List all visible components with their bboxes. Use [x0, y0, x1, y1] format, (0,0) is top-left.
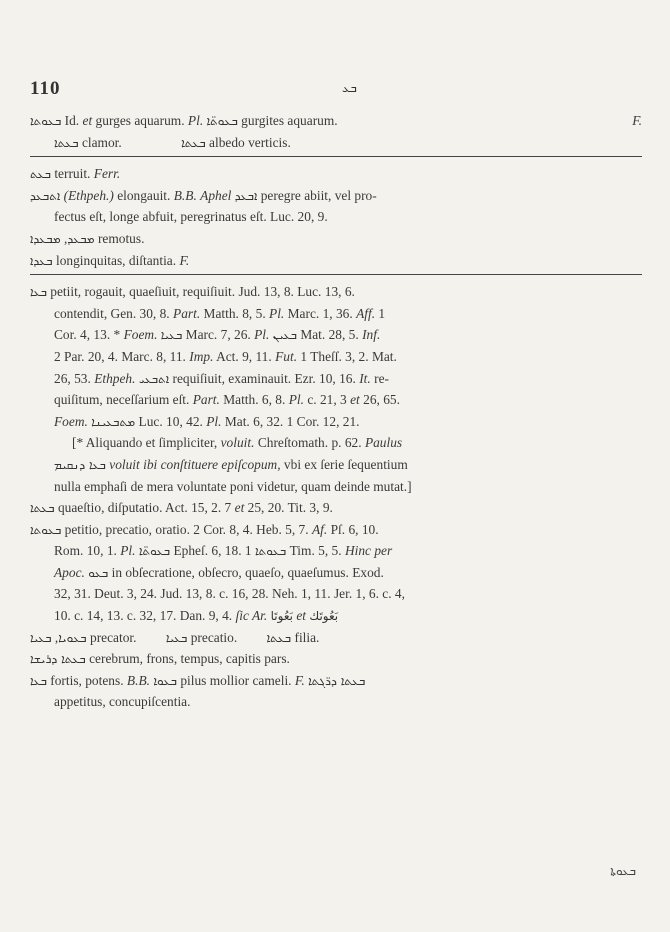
syriac-headword: ܒܥܘܬܐ	[30, 522, 62, 537]
italic-text: voluit.	[220, 435, 255, 451]
italic-text: ſic Ar.	[235, 608, 268, 624]
dictionary-body	[30, 110, 642, 713]
definition-text: Matth. 6, 8.	[223, 392, 286, 408]
syriac-headword: ܐܬܒܥܕ	[30, 188, 61, 203]
abbreviation: Ethpeh.	[94, 370, 136, 386]
definition-text: fectus eſt, longe abfuit, peregrinatus eſt. Luc. 20, 9.	[54, 209, 328, 225]
syriac-headword: ܒܥܕܐ	[30, 253, 53, 268]
abbreviation: Fut.	[275, 348, 298, 364]
definition-text: 26, 65.	[363, 392, 400, 408]
definition-text: quaeſtio, diſputatio. Act. 15, 2. 7	[57, 500, 232, 516]
definition-text: petiit, rogauit, quaeſiuit, requiſiuit. Jud. 13, 8. Luc. 13, 6.	[50, 284, 355, 300]
definition-text: re-	[374, 370, 389, 386]
definition-text: Cor. 4, 13. *	[54, 327, 121, 343]
definition-text: 26, 53.	[54, 370, 91, 386]
definition-text: Pſ. 6, 10.	[330, 521, 379, 537]
definition-text: peregre abiit, vel pro-	[260, 187, 377, 203]
syriac-headword: ܒܥܝܐ	[165, 630, 188, 645]
abbreviation: Apoc.	[54, 564, 85, 580]
abbreviation: Aphel	[200, 187, 232, 203]
note-text: vbi ex ſerie ſequentium	[283, 456, 408, 472]
abbreviation: Ferr.	[93, 166, 121, 182]
syriac-headword: ܡܒܥܕ	[67, 231, 95, 246]
definition-text: 10. c. 14, 13. c. 32, 17. Dan. 9, 4.	[54, 608, 233, 624]
syriac-headword: ܒܥܬܐ	[54, 135, 79, 150]
definition-text: Marc. 1, 36.	[287, 305, 353, 321]
abbreviation: Pl.	[206, 413, 222, 429]
definition-text: precator.	[90, 629, 137, 645]
definition-text: 32, 31. Deut. 3, 24. Jud. 13, 8. c. 16, 28. Neh. 1, 11. Jer. 1, 6. c. 4,	[54, 586, 405, 602]
abbreviation: Af.	[311, 521, 328, 537]
abbreviation: F.	[294, 672, 305, 688]
definition-text: 1 Tim. 5, 5.	[244, 543, 342, 559]
definition-text: Marc. 7, 26.	[185, 327, 251, 343]
section-rule	[30, 156, 642, 157]
note-text: nulla emphaſi de mera voluntate poni videtur, quam deinde mutat.]	[54, 478, 412, 494]
note-text: [* Aliquando et ſimpliciter,	[72, 435, 218, 451]
definition-text: remotus.	[97, 230, 145, 246]
entry	[30, 519, 642, 627]
definition-text: albedo verticis.	[209, 134, 291, 150]
abbreviation: Part.	[192, 392, 220, 408]
definition-text: filia.	[294, 629, 320, 645]
syriac-word: ܡܬܒܥܝܢܐ	[91, 414, 136, 429]
definition-text: Mat. 28, 5.	[300, 327, 359, 343]
definition-text: pilus mollior cameli.	[180, 672, 292, 688]
syriac-headword: ܡܒܥܕܐ	[30, 231, 61, 246]
definition-text: Luc. 10, 42.	[138, 413, 203, 429]
definition-text: Matth. 8, 5.	[203, 305, 266, 321]
definition-text: terruit.	[54, 166, 91, 182]
entry: ܒܥܘܝܐ, ܒܥܝܐ precator. ܒܥܝܐ precatio. ܒܥܬܐ filia.	[30, 629, 320, 645]
definition-text: cerebrum, frons, tempus, capitis pars.	[89, 651, 290, 667]
definition-text: precatio.	[190, 629, 238, 645]
abbreviation: Pl.	[269, 305, 285, 321]
syriac-headword: ܒܥܘܬܐ	[30, 114, 62, 128]
abbreviation: Imp.	[189, 348, 214, 364]
syriac-headword: ܒܥܬ	[30, 167, 51, 182]
definition-text: 1 Theſſ. 3, 2. Mat.	[300, 348, 397, 364]
running-head: ܒܥ	[342, 81, 357, 95]
definition-text: 1	[378, 305, 386, 321]
definition-text: quiſitum, neceſſarium eſt.	[54, 392, 190, 408]
syriac-headword: ܒܥܘܝܐ	[58, 630, 87, 645]
section-rule	[30, 274, 642, 275]
syriac-word: ܒܥܘ	[88, 565, 109, 580]
definition-text: Mat. 6, 32. 1 Cor. 12, 21.	[224, 413, 360, 429]
abbreviation: Part.	[173, 305, 201, 321]
syriac-headword: ܒܥܬܐ	[266, 630, 292, 645]
abbreviation: B.B.	[173, 187, 197, 203]
syriac-headword: ܒܥܬܐ ܕܪܝܫܐ	[30, 652, 86, 667]
entry	[30, 110, 642, 153]
abbreviation: Foem.	[123, 327, 158, 343]
entry	[30, 497, 642, 519]
syriac-word: ܐܒܥܕ	[234, 188, 258, 203]
entry	[30, 281, 642, 432]
italic-text: et	[82, 113, 93, 128]
definition-text: requiſiuit, examinauit. Ezr. 10, 16.	[172, 370, 356, 386]
entry	[30, 163, 642, 185]
abbreviation: F.	[632, 113, 642, 128]
abbreviation: Aff.	[356, 305, 376, 321]
abbreviation: Pl.	[187, 113, 204, 128]
syriac-word: ܒܥܝܐ	[160, 328, 183, 343]
catchword: ܒܥܘܬܐ	[610, 864, 636, 878]
definition-text: gurgites aquarum.	[241, 113, 338, 128]
italic-text: voluit ibi conſtituere epiſcopum,	[109, 456, 281, 472]
definition-text: clamor.	[81, 134, 122, 150]
entry	[30, 185, 642, 228]
definition-text: Id.	[64, 113, 80, 128]
syriac-word: ܒܥܐ ܕܢܩܝܡ	[54, 457, 106, 472]
syriac-word: ܒܥܝܢ	[272, 328, 297, 343]
definition-text: elongauit.	[117, 187, 171, 203]
syriac-word: ܒܥܘܬܐ	[254, 544, 287, 559]
abbreviation: F.	[179, 252, 190, 268]
definition-text: Rom. 10, 1.	[54, 543, 117, 559]
abbreviation: It.	[359, 370, 371, 386]
syriac-headword: ܒܥܐ	[30, 285, 47, 300]
entry	[30, 250, 642, 272]
abbreviation: Foem.	[54, 413, 88, 429]
page-header	[30, 78, 640, 102]
syriac-headword: ܒܥܬܐ	[181, 135, 206, 150]
italic-text: et	[350, 392, 360, 408]
italic-text: et	[234, 500, 245, 516]
definition-text: 25, 20. Tit. 3, 9.	[247, 500, 333, 516]
definition-text: fortis, potens.	[50, 672, 124, 688]
definition-text: 2 Par. 20, 4. Marc. 8, 11.	[54, 348, 186, 364]
abbreviation: Inf.	[362, 327, 381, 343]
arabic-word: بَعُوتَا	[270, 609, 293, 624]
definition-text: c. 21, 3	[307, 392, 347, 408]
page-number: 110	[30, 78, 61, 99]
definition-text: Act. 9, 11.	[216, 348, 272, 364]
italic-text: Paulus	[364, 435, 403, 451]
definition-text: appetitus, concupiſcentia.	[54, 694, 191, 710]
entry: ܡܒܥܕ, ܡܒܥܕܐ remotus.	[30, 230, 145, 246]
syriac-headword: ܒܥܐ	[30, 673, 47, 688]
syriac-headword: ܒܥܬܐ	[30, 501, 55, 516]
arabic-word: بَعُوتَك	[309, 609, 339, 624]
italic-text: Hinc per	[344, 543, 393, 559]
definition-text: Epheſ. 6, 18.	[173, 543, 242, 559]
syriac-word: ܒܥܘܬ̈ܐ	[138, 544, 171, 559]
syriac-word: ܒܥܘܐ	[153, 673, 177, 688]
definition-text: in obſecratione, obſecro, quaeſo, quaeſumus. Exod.	[111, 564, 384, 580]
abbreviation: Pl.	[120, 543, 136, 559]
note-text: Chreſtomath. p. 62.	[257, 435, 362, 451]
editor-note	[30, 432, 642, 497]
abbreviation: Pl.	[288, 392, 304, 408]
italic-text: et	[296, 608, 306, 624]
syriac-headword: ܒܥܝܐ	[30, 630, 52, 645]
definition-text: petitio, precatio, oratio. 2 Cor. 8, 4. Heb. 5, 7.	[64, 521, 309, 537]
abbreviation: B.B.	[126, 672, 150, 688]
syriac-word: ܐܬܒܥܝ	[138, 371, 170, 386]
definition-text: contendit, Gen. 30, 8.	[54, 305, 170, 321]
syriac-word: ܒܥܬܐ ܕܪ̈ܓܬܐ	[308, 673, 366, 688]
entry	[30, 670, 642, 713]
entry	[30, 648, 642, 670]
abbreviation: Pl.	[254, 327, 270, 343]
definition-text: longinquitas, diſtantia.	[55, 252, 177, 268]
definition-text: gurges aquarum.	[95, 113, 185, 128]
italic-text: (Ethpeh.)	[63, 187, 114, 203]
syriac-word: ܒܥܘܬ̈ܐ	[206, 114, 238, 128]
